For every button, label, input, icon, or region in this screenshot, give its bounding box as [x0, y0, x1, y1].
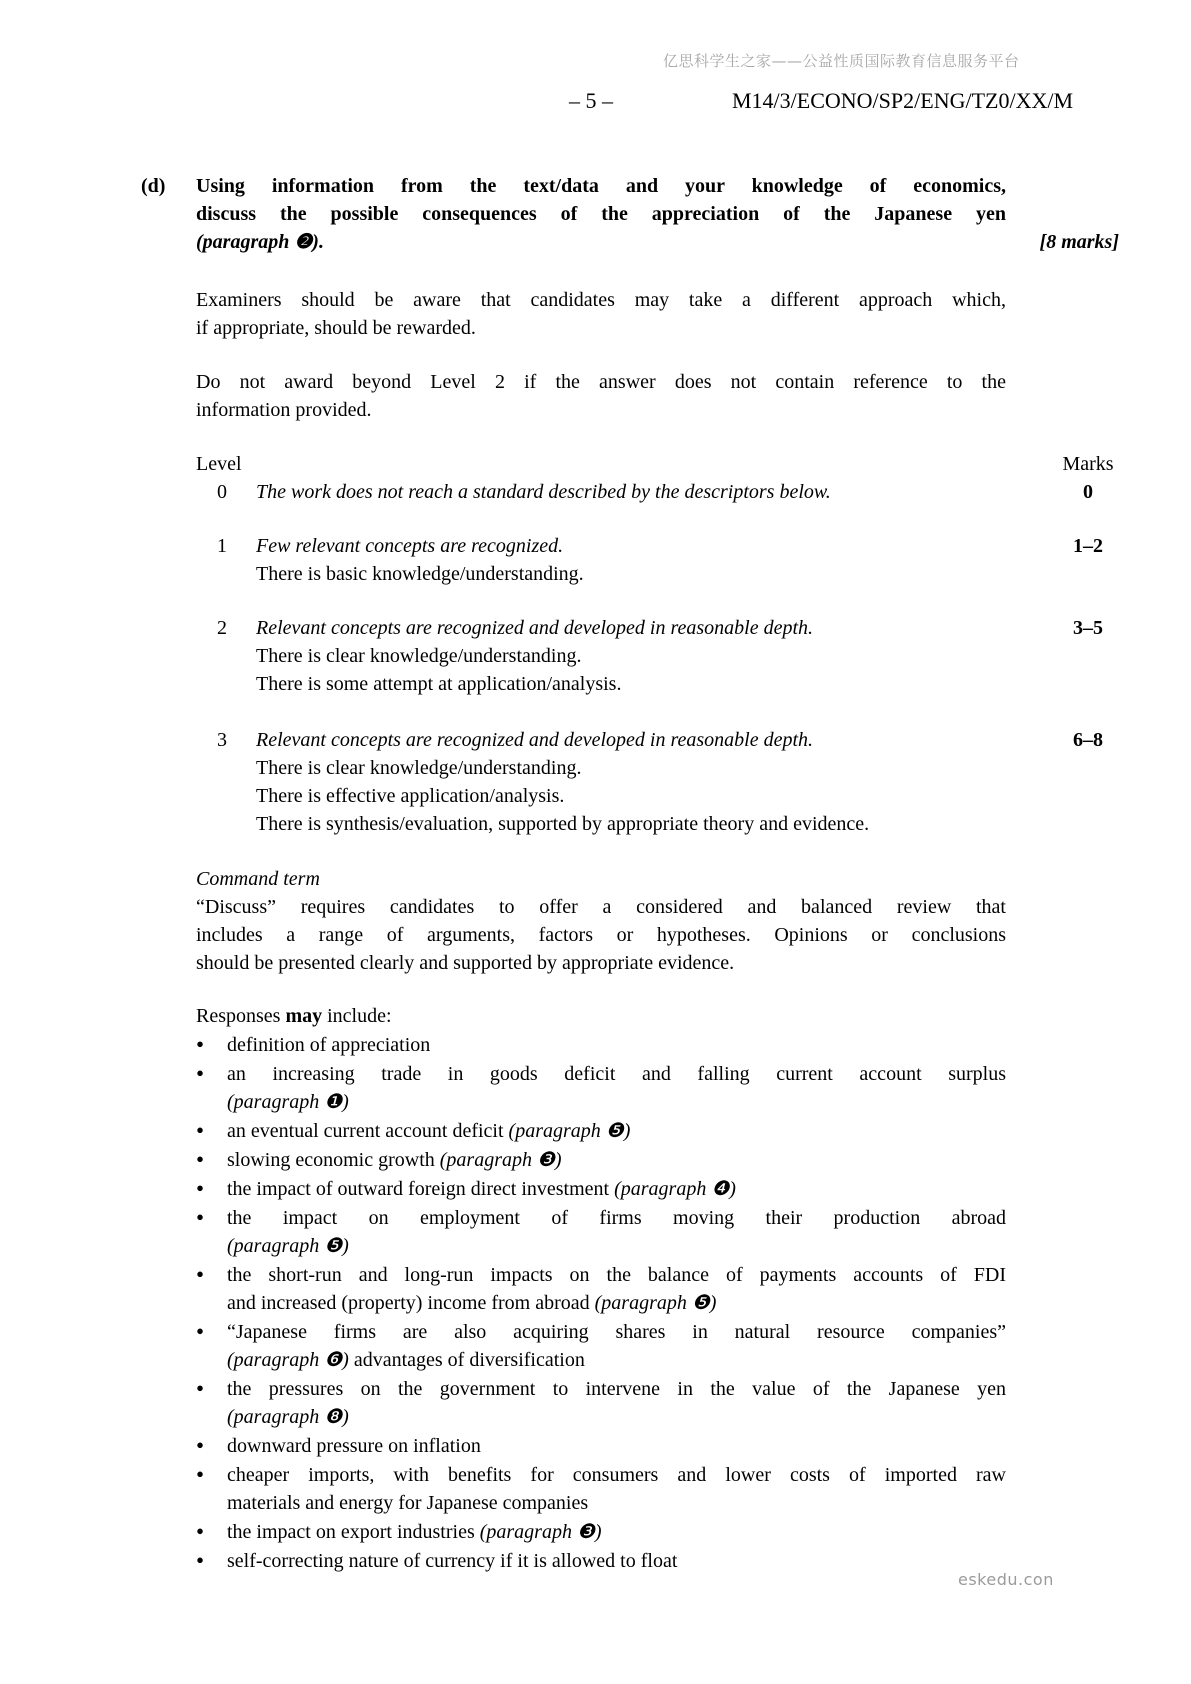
bullet-text-segment: the short-run and long-run impacts on the balance of payments accounts of FDI	[227, 1264, 1006, 1286]
question-text	[196, 172, 1006, 256]
text-line	[227, 1432, 1006, 1460]
text-line	[227, 1031, 1006, 1059]
bullet-text-segment: slowing economic growth	[227, 1149, 440, 1171]
bullet-text-segment: the impact on export industries	[227, 1521, 480, 1543]
descriptor-line: There is clear knowledge/understanding.	[256, 645, 582, 667]
document-code: M14/3/ECONO/SP2/ENG/TZ0/XX/M	[732, 88, 1074, 113]
responses-intro	[196, 1002, 1119, 1030]
paragraph-ref: (paragraph ❺)	[227, 1235, 349, 1257]
bullet-text	[227, 1318, 1006, 1374]
markband-rows	[196, 478, 1119, 838]
markband-level: 1	[217, 535, 227, 557]
paragraph-ref: (paragraph ❻)	[227, 1349, 349, 1371]
text-line	[227, 1204, 1006, 1232]
page-number: – 5 –	[569, 88, 613, 113]
bullet-icon: •	[196, 1548, 205, 1573]
bullet-text-segment: an increasing trade in goods deficit and falling current account surplus	[227, 1063, 1006, 1085]
bullet-text	[227, 1204, 1006, 1260]
bullet-text-segment: and increased (property) income from abroad	[227, 1292, 595, 1314]
text-line	[227, 1547, 1006, 1575]
markband-descriptor	[256, 532, 1057, 588]
markband-header	[196, 450, 1119, 478]
paragraph-ref: (paragraph ❸)	[479, 1521, 602, 1543]
descriptor-line: There is basic knowledge/understanding.	[256, 563, 584, 585]
text-line: information provided.	[196, 399, 372, 421]
bullet-item	[196, 1547, 1006, 1575]
bullet-text	[227, 1375, 1006, 1431]
bullet-text	[227, 1518, 1006, 1546]
responses-intro-pre: Responses	[196, 1005, 286, 1027]
bullet-text-segment: the pressures on the government to intervene in the value of the Japanese yen	[227, 1378, 1006, 1400]
bullet-item	[196, 1375, 1006, 1431]
paragraph-ref: (paragraph ❺)	[508, 1120, 631, 1142]
text-line	[227, 1261, 1006, 1289]
text-line	[227, 1289, 1006, 1317]
bullet-text	[227, 1547, 1006, 1575]
markband-table	[196, 450, 1119, 838]
markband-level: 2	[217, 617, 227, 639]
paragraph-ref: (paragraph ❶)	[227, 1091, 349, 1113]
bullet-item	[196, 1204, 1006, 1260]
command-term-section	[196, 865, 1006, 977]
bullet-icon: •	[196, 1433, 205, 1458]
question-paragraph-ref: (paragraph ❷).	[196, 231, 324, 253]
markband-descriptor	[256, 614, 1057, 698]
markband-row	[196, 614, 1119, 698]
bullet-icon: •	[196, 1032, 205, 1057]
text-line	[227, 1489, 1006, 1517]
text-line	[227, 1346, 1006, 1374]
bullet-icon: •	[196, 1061, 205, 1086]
bullet-icon: •	[196, 1319, 205, 1344]
bullet-item	[196, 1518, 1006, 1546]
descriptor-line: The work does not reach a standard described by the descriptors below.	[256, 481, 831, 503]
paragraph-ref: (paragraph ❺)	[594, 1292, 717, 1314]
text-line	[227, 1232, 1006, 1260]
text-line: discuss the possible consequences of the appreciation of the Japanese yen	[196, 203, 1006, 225]
bullet-text	[227, 1175, 1006, 1203]
text-line	[227, 1518, 1006, 1546]
bullet-text	[227, 1261, 1006, 1317]
responses-intro-may: may	[285, 1005, 323, 1027]
descriptor-line: There is effective application/analysis.	[256, 785, 565, 807]
bullet-text-segment: an eventual current account deficit	[227, 1120, 509, 1142]
markband-level: 3	[217, 729, 227, 751]
question-d	[141, 172, 1119, 256]
descriptor-line: There is some attempt at application/analysis.	[256, 673, 622, 695]
page-content	[141, 172, 1119, 1575]
bullet-item	[196, 1117, 1006, 1145]
level-header: Level	[196, 453, 242, 475]
bullet-icon: •	[196, 1205, 205, 1230]
markband-marks: 3–5	[1073, 617, 1103, 639]
bullet-item	[196, 1461, 1006, 1517]
level-cap-note	[196, 368, 1006, 424]
bullet-icon: •	[196, 1519, 205, 1544]
bullet-icon: •	[196, 1118, 205, 1143]
text-line	[227, 1088, 1006, 1116]
bullet-text	[227, 1146, 1006, 1174]
text-line: should be presented clearly and supported by appropriate evidence.	[196, 952, 735, 974]
bullet-text-segment: downward pressure on inflation	[227, 1435, 481, 1457]
bullet-item	[196, 1031, 1006, 1059]
markband-row	[196, 478, 1119, 506]
bullet-icon: •	[196, 1176, 205, 1201]
site-watermark-footer: eskedu.con	[958, 1570, 1054, 1589]
text-line: includes a range of arguments, factors or hypotheses. Opinions or conclusions	[196, 924, 1006, 946]
question-text-lines	[196, 172, 1006, 228]
bullet-icon: •	[196, 1147, 205, 1172]
bullet-icon: •	[196, 1262, 205, 1287]
descriptor-line: Relevant concepts are recognized and developed in reasonable depth.	[256, 617, 814, 639]
descriptor-line: Few relevant concepts are recognized.	[256, 535, 564, 557]
markband-marks: 1–2	[1073, 535, 1103, 557]
text-line: Examiners should be aware that candidates may take a different approach which,	[196, 289, 1006, 311]
command-term-body	[196, 893, 1006, 977]
bullet-text-segment: cheaper imports, with benefits for consumers and lower costs of imported raw	[227, 1464, 1006, 1486]
bullet-text-segment: advantages of diversification	[348, 1349, 585, 1371]
text-line	[227, 1060, 1006, 1088]
paragraph-ref: (paragraph ❹)	[614, 1178, 736, 1200]
descriptor-line: Relevant concepts are recognized and developed in reasonable depth.	[256, 729, 814, 751]
command-term-heading: Command term	[196, 868, 320, 890]
bullet-item	[196, 1318, 1006, 1374]
bullet-text	[227, 1117, 1006, 1145]
question-marks: [8 marks]	[1039, 231, 1119, 253]
responses-intro-post: include:	[322, 1005, 392, 1027]
marks-header: Marks	[1062, 453, 1114, 475]
bullet-item	[196, 1146, 1006, 1174]
text-line	[227, 1175, 1006, 1203]
bullet-text-segment: self-correcting nature of currency if it is allowed to float	[227, 1550, 678, 1572]
bullet-icon: •	[196, 1376, 205, 1401]
markband-marks: 6–8	[1073, 729, 1103, 751]
text-line	[227, 1318, 1006, 1346]
bullet-text-segment: “Japanese firms are also acquiring shares in natural resource companies”	[227, 1321, 1006, 1343]
text-line	[227, 1117, 1006, 1145]
bullet-text-segment: the impact of outward foreign direct investment	[227, 1178, 615, 1200]
bullet-text-segment: definition of appreciation	[227, 1034, 431, 1056]
bullet-text	[227, 1461, 1006, 1517]
bullet-item	[196, 1261, 1006, 1317]
text-line: “Discuss” requires candidates to offer a considered and balanced review that	[196, 896, 1006, 918]
bullet-text-segment: the impact on employment of firms moving their production abroad	[227, 1207, 1006, 1229]
bullet-item	[196, 1432, 1006, 1460]
markband-row	[196, 532, 1119, 588]
text-line	[227, 1146, 1006, 1174]
bullet-icon: •	[196, 1462, 205, 1487]
bullet-item	[196, 1060, 1006, 1116]
bullet-text	[227, 1060, 1006, 1116]
markband-marks: 0	[1083, 481, 1093, 503]
bullet-text-segment: materials and energy for Japanese companies	[227, 1492, 589, 1514]
markband-descriptor	[256, 726, 1057, 838]
markband-descriptor	[256, 478, 1057, 506]
text-line: Do not award beyond Level 2 if the answer does not contain reference to the	[196, 371, 1006, 393]
bullet-item	[196, 1175, 1006, 1203]
paragraph-ref: (paragraph ❸)	[439, 1149, 562, 1171]
paragraph-ref: (paragraph ❽)	[227, 1406, 349, 1428]
examiner-note	[196, 286, 1006, 342]
text-line	[227, 1375, 1006, 1403]
markband-level: 0	[217, 481, 227, 503]
site-watermark-header: 亿思科学生之家——公益性质国际教育信息服务平台	[663, 52, 1020, 70]
descriptor-line: There is clear knowledge/understanding.	[256, 757, 582, 779]
text-line: Using information from the text/data and your knowledge of economics,	[196, 175, 1006, 197]
bullet-text	[227, 1031, 1006, 1059]
responses-bullet-list	[196, 1031, 1006, 1575]
text-line	[227, 1461, 1006, 1489]
text-line	[227, 1403, 1006, 1431]
markband-row	[196, 726, 1119, 838]
question-label: (d)	[141, 175, 166, 197]
descriptor-line: There is synthesis/evaluation, supported by appropriate theory and evidence.	[256, 813, 870, 835]
bullet-text	[227, 1432, 1006, 1460]
text-line: if appropriate, should be rewarded.	[196, 317, 476, 339]
